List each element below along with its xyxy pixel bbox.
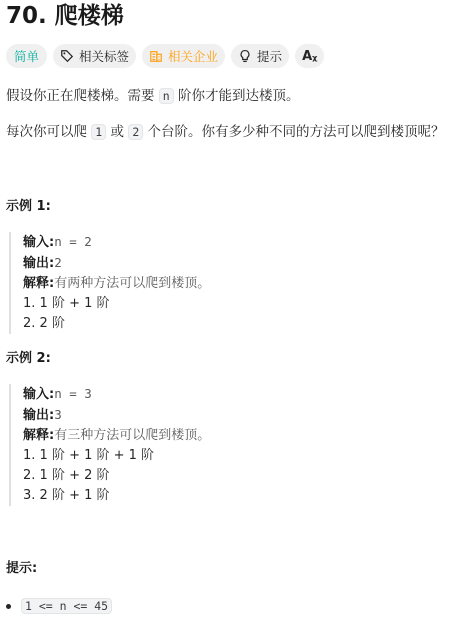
related-tags-label: 相关标签 xyxy=(79,49,130,64)
tag-bar xyxy=(6,44,324,68)
example-1-explanation: 解释:有两种方法可以爬到楼顶。 xyxy=(23,276,211,291)
hint-button[interactable] xyxy=(231,44,289,68)
example-1-step: 2. 2 阶 xyxy=(23,316,65,331)
inline-code-n: n xyxy=(159,88,174,104)
example-2-step: 3. 2 阶 + 1 阶 xyxy=(23,488,110,503)
building-icon xyxy=(149,49,163,63)
example-2-step: 2. 1 阶 + 2 阶 xyxy=(23,468,110,483)
related-tags-button[interactable] xyxy=(53,44,136,68)
translate-button[interactable] xyxy=(295,44,324,68)
inline-code-1: 1 xyxy=(91,124,106,140)
problem-title: 70. 爬楼梯 xyxy=(6,3,124,29)
example-2-block xyxy=(9,384,459,506)
bullet-icon xyxy=(6,604,11,609)
example-2-heading: 示例 2: xyxy=(6,351,51,366)
example-1-step: 1. 1 阶 + 1 阶 xyxy=(23,296,110,311)
description-paragraph-2: 每次你可以爬 1 或 2 个台阶。你有多少种不同的方法可以爬到楼顶呢？ xyxy=(6,124,445,140)
related-companies-label: 相关企业 xyxy=(168,49,219,64)
example-2-step: 1. 1 阶 + 1 阶 + 1 阶 xyxy=(23,448,155,463)
example-1-output: 输出:2 xyxy=(23,255,62,271)
constraint-code: 1 <= n <= 45 xyxy=(21,598,112,614)
example-1-heading: 示例 1: xyxy=(6,199,51,214)
description-paragraph-1: 假设你正在爬楼梯。需要 n 阶你才能到达楼顶。 xyxy=(6,88,300,104)
related-companies-button[interactable] xyxy=(142,44,225,68)
example-1-input: 输入:n = 2 xyxy=(23,234,92,250)
example-2-output: 输出:3 xyxy=(23,407,62,423)
example-2-explanation: 解释:有三种方法可以爬到楼顶。 xyxy=(23,428,211,443)
tag-icon xyxy=(60,49,74,63)
lightbulb-icon xyxy=(238,49,252,63)
example-2-input: 输入:n = 3 xyxy=(23,386,92,402)
difficulty-label: 简单 xyxy=(14,49,40,64)
example-1-block xyxy=(9,232,459,334)
constraint-item xyxy=(6,598,112,614)
inline-code-2: 2 xyxy=(128,124,143,140)
hints-heading: 提示: xyxy=(6,561,38,576)
translate-icon: Aᵪ xyxy=(302,48,318,64)
difficulty-badge[interactable] xyxy=(6,44,47,68)
hint-label: 提示 xyxy=(257,49,283,64)
